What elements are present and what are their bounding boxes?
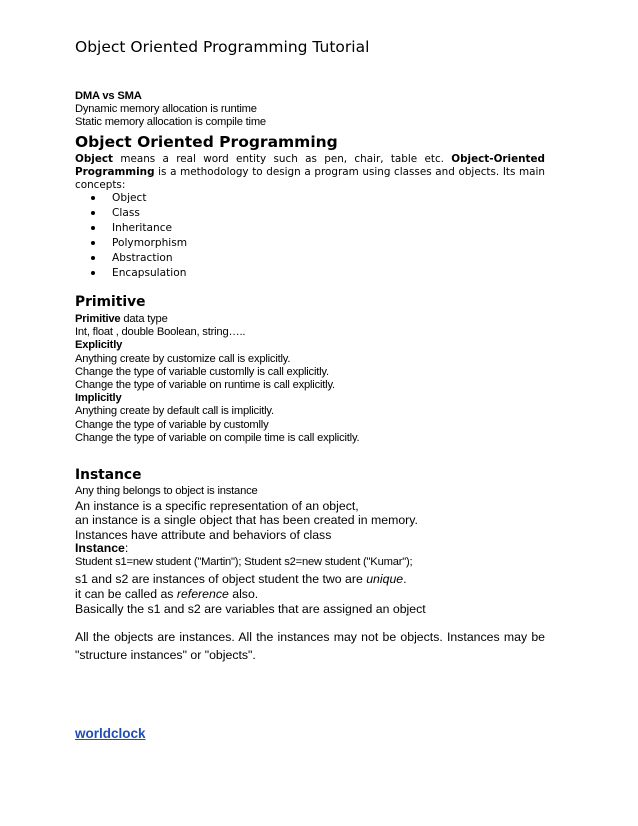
oop-intro-text1: means a real word entity such as pen, chair, table etc. [113,153,452,165]
worldclock-link[interactable]: worldclock [75,726,146,741]
list-item [90,236,187,251]
dma-heading: DMA vs SMA [75,90,142,102]
instance-line6-a: it can be called as [75,587,177,601]
instance-line5-b: . [403,572,407,586]
bullet-icon [91,271,95,275]
instance-line6-b: also. [228,587,259,601]
primitive-subhead-bold: Primitive [75,313,121,325]
dma-line: Dynamic memory allocation is runtime [75,103,257,116]
primitive-subhead-text: data type [120,313,168,325]
bullet-icon [91,241,95,245]
oop-intro-object: Object [75,153,114,165]
concepts-list [90,191,187,281]
list-item [90,191,187,206]
instance-line5-a: s1 and s2 are instances of object student the two are [75,572,367,586]
oop-intro [75,153,545,191]
instance-line6 [75,587,258,602]
bullet-icon [91,211,95,215]
instance-code: Student s1=new student ("Martin"); Student s2=new student ("Kumar"); [75,556,413,568]
explicit-line: Anything create by customize call is explicitly. [75,352,291,365]
bullet-icon [91,256,95,260]
primitive-section [75,313,359,445]
concept-label: Encapsulation [112,267,187,279]
document-title: Object Oriented Programming Tutorial [75,38,370,56]
instance-line4: Instances have attribute and behaviors of class [75,528,332,542]
oop-intro-text2: is a methodology to design a program using classes and objects. Its main concepts: [75,165,545,191]
instance-label: Instance [75,541,125,555]
concept-label: Inheritance [112,222,173,234]
primitive-types: Int, float , double Boolean, string….. [75,326,246,339]
explicit-line: Change the type of variable customlly is call explicitly. [75,365,329,378]
explicit-line: Change the type of variable on runtime is call explicitly. [75,378,335,391]
implicit-line: Anything create by default call is implicitly. [75,405,274,418]
primitive-subhead [75,313,359,326]
concept-label: Abstraction [112,252,173,264]
bullet-icon [91,196,95,200]
oop-heading: Object Oriented Programming [75,133,338,151]
dma-section [75,90,266,130]
list-item [90,206,187,221]
instance-line5-em: unique [366,572,404,586]
list-item [90,221,187,236]
explicit-heading: Explicitly [75,339,123,352]
instance-label-row [75,541,128,556]
list-item [90,251,187,266]
primitive-heading: Primitive [75,294,146,310]
instance-line7: Basically the s1 and s2 are variables that are assigned an object [75,602,426,616]
implicit-line: Change the type of variable by customlly [75,418,269,431]
instance-line6-em: reference [176,587,229,601]
concept-label: Polymorphism [112,237,188,249]
concept-label: Class [112,207,140,219]
instance-paragraph: All the objects are instances. All the instances may not be objects. Instances may be "structure instances" or "objects". [75,630,545,662]
instance-line2: An instance is a specific representation of an object, [75,499,359,513]
instance-heading: Instance [75,467,142,483]
implicit-line: Change the type of variable on compile time is call explicitly. [75,431,360,444]
implicit-heading: Implicitly [75,392,122,405]
bullet-icon [91,226,95,230]
concept-label: Object [112,192,147,204]
oop-intro-oop: Object-Oriented Programming [75,153,545,178]
instance-line3: an instance is a single object that has been created in memory. [75,513,418,527]
instance-line5 [75,572,407,587]
instance-line1: Any thing belongs to object is instance [75,485,258,497]
instance-label-suffix: : [124,541,129,555]
list-item [90,266,187,281]
sma-line: Static memory allocation is compile time [75,116,266,129]
